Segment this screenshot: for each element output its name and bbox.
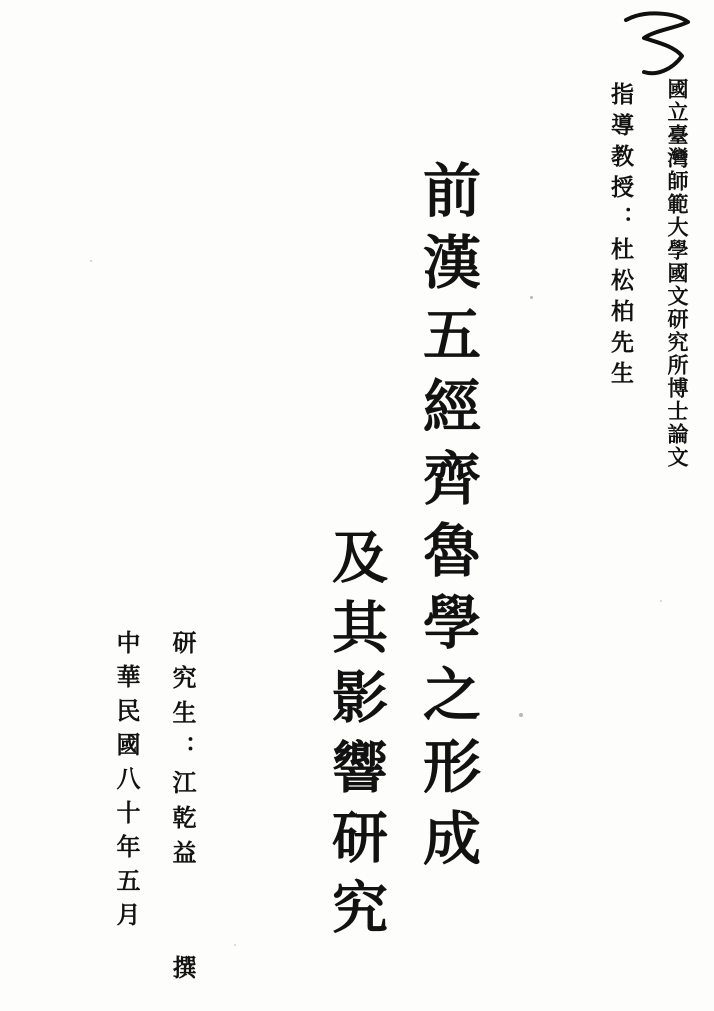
institution-and-degree-line: 國立臺灣師範大學國文研究所博士論文 bbox=[665, 78, 690, 469]
scan-speck bbox=[519, 713, 523, 717]
author-line: 研究生：江乾益 撰 bbox=[168, 630, 197, 990]
scan-speck bbox=[90, 260, 92, 262]
scan-speck bbox=[530, 296, 533, 299]
scan-speck bbox=[660, 600, 662, 602]
date-line: 中華民國八十年五月 bbox=[112, 630, 141, 936]
advisor-line: 指導教授：杜松柏先生 bbox=[607, 82, 634, 392]
thesis-title-line-1: 前漢五經齊魯學之形成 bbox=[413, 160, 481, 880]
scan-speck bbox=[234, 944, 236, 946]
handwritten-squiggle-icon bbox=[622, 8, 696, 78]
thesis-title-line-2: 及其影響研究 bbox=[323, 528, 389, 948]
